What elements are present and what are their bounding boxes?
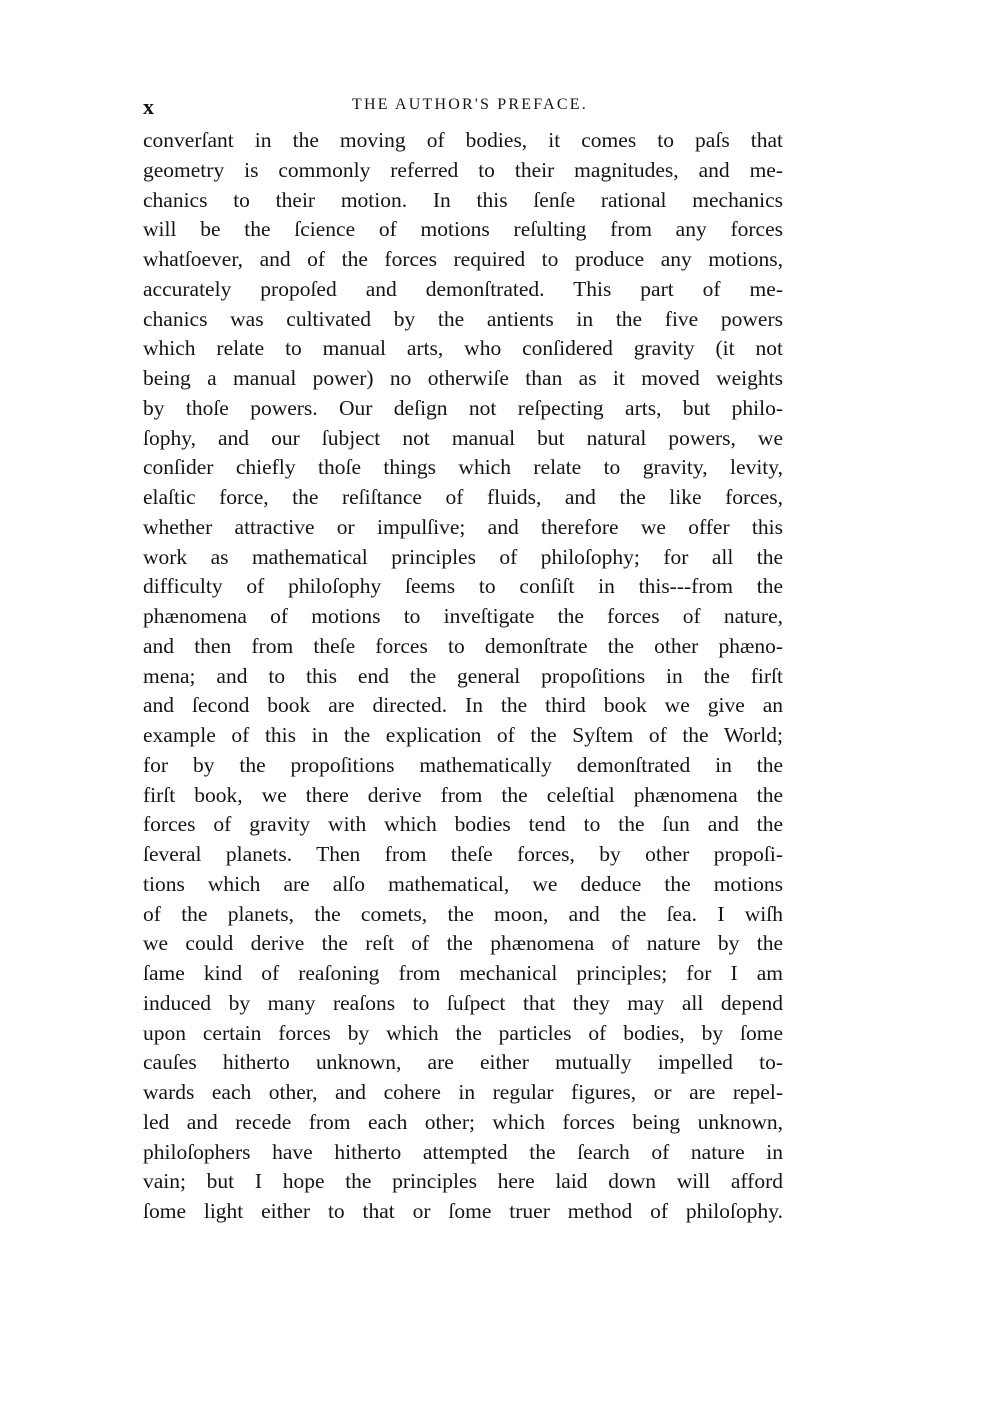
- text-line: and then from theſe forces to demonſtrate the other phæno-: [143, 633, 783, 658]
- text-line: wards each other, and cohere in regular figures, or are repel-: [143, 1080, 783, 1104]
- text-line: and ſecond book are directed. In the third book we give an: [143, 693, 783, 718]
- text-line: vain; but I hope the principles here laid down will afford: [143, 1169, 783, 1194]
- book-page: [143, 92, 783, 1227]
- preface-body-text: [143, 126, 783, 1227]
- text-line: chanics was cultivated by the antients in the five powers: [143, 306, 783, 331]
- text-line: chanics to their motion. In this ſenſe rational mechanics: [143, 187, 783, 212]
- text-line: ſophy, and our ſubject not manual but natural powers, we: [143, 425, 783, 450]
- text-line: for by the propoſitions mathematically demonſtrated in the: [143, 752, 783, 777]
- text-line: being a manual power) no otherwiſe than as it moved weights: [143, 366, 783, 390]
- text-line: philoſophers have hitherto attempted the ſearch of nature in: [143, 1139, 783, 1164]
- text-line: which relate to manual arts, who conſidered gravity (it not: [143, 336, 783, 361]
- text-line: upon certain forces by which the particles of bodies, by ſome: [143, 1020, 783, 1045]
- text-line: we could derive the reſt of the phænomena of nature by the: [143, 931, 783, 956]
- text-line: led and recede from each other; which forces being unknown,: [143, 1109, 783, 1134]
- text-line: work as mathematical principles of philoſophy; for all the: [143, 544, 783, 569]
- text-line: phænomena of motions to inveſtigate the forces of nature,: [143, 604, 783, 628]
- text-line: induced by many reaſons to ſuſpect that they may all depend: [143, 990, 783, 1015]
- text-line: geometry is commonly referred to their magnitudes, and me-: [143, 157, 783, 182]
- page-number: x: [143, 94, 155, 119]
- text-line: firſt book, we there derive from the celeſtial phænomena the: [143, 782, 783, 807]
- running-title: THE AUTHOR'S PREFACE.: [352, 96, 588, 113]
- text-line: conſider chiefly thoſe things which relate to gravity, levity,: [143, 455, 783, 480]
- text-line: ſeveral planets. Then from theſe forces, by other propoſi-: [143, 842, 783, 866]
- text-line: whatſoever, and of the forces required to produce any motions,: [143, 247, 783, 271]
- text-line: cauſes hitherto unknown, are either mutually impelled to-: [143, 1050, 783, 1075]
- text-line: ſame kind of reaſoning from mechanical principles; for I am: [143, 961, 783, 985]
- text-line: will be the ſcience of motions reſulting from any forces: [143, 217, 783, 242]
- text-line: example of this in the explication of the Syſtem of the World;: [143, 723, 783, 747]
- text-line: difficulty of philoſophy ſeems to conſiſt in this---from the: [143, 574, 783, 599]
- text-line: whether attractive or impulſive; and therefore we offer this: [143, 514, 783, 539]
- text-line: tions which are alſo mathematical, we deduce the motions: [143, 871, 783, 896]
- running-head: [143, 92, 783, 122]
- text-line: elaſtic force, the reſiſtance of fluids, and the like forces,: [143, 485, 783, 509]
- text-line: ſome light either to that or ſome truer method of philoſophy.: [143, 1199, 783, 1223]
- text-line: mena; and to this end the general propoſitions in the firſt: [143, 663, 783, 688]
- text-line: by thoſe powers. Our deſign not reſpecting arts, but philo-: [143, 395, 783, 420]
- text-line: accurately propoſed and demonſtrated. This part of me-: [143, 276, 783, 301]
- text-line: converſant in the moving of bodies, it comes to paſs that: [143, 128, 783, 152]
- text-line: of the planets, the comets, the moon, and the ſea. I wiſh: [143, 901, 783, 926]
- text-line: forces of gravity with which bodies tend to the ſun and the: [143, 812, 783, 837]
